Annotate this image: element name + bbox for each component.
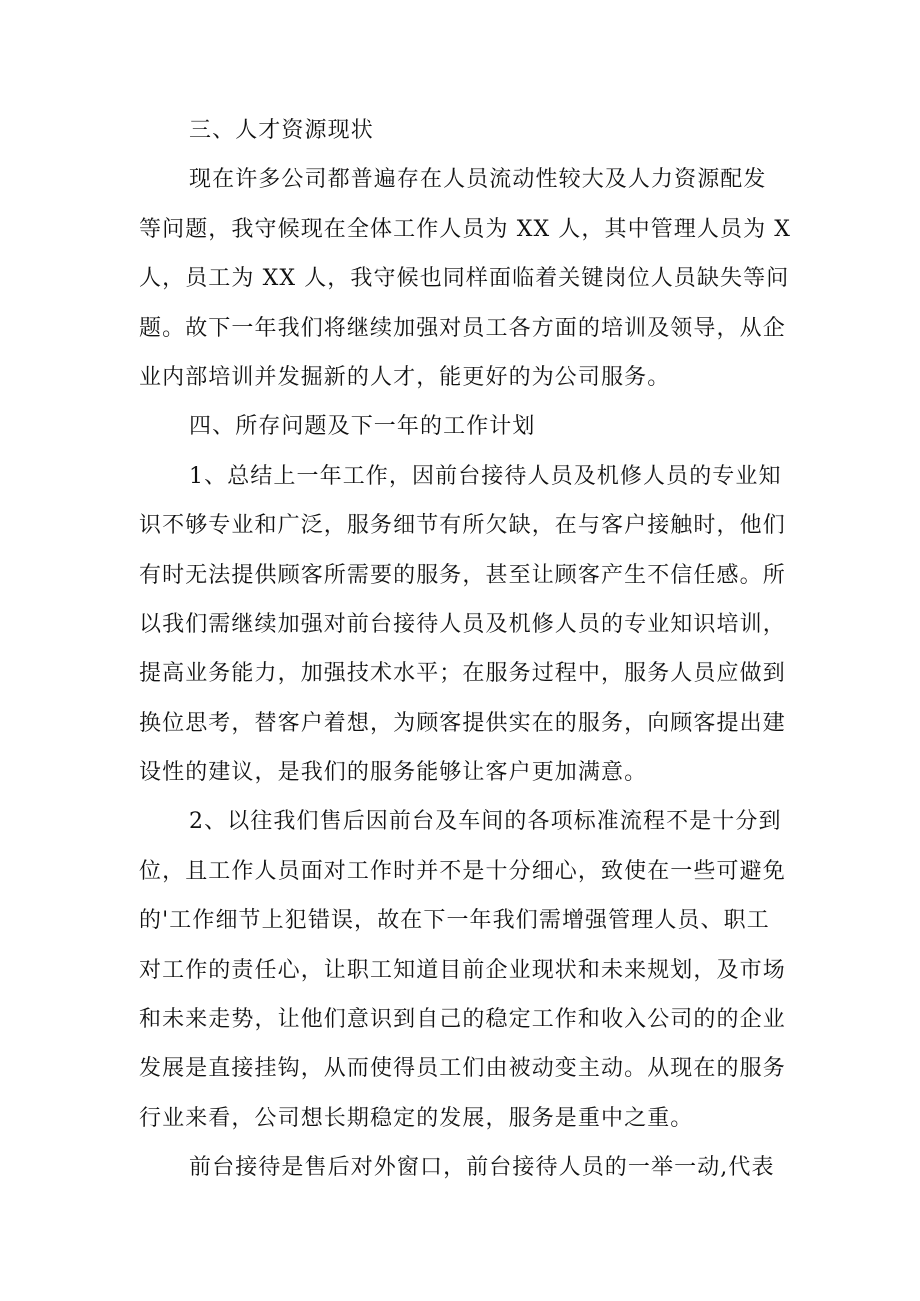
paragraph-line: 人，员工为 XX 人，我守候也同样面临着关键岗位人员缺失等问: [139, 266, 790, 292]
paragraph-line: 1、总结上一年工作，因前台接待人员及机修人员的专业知: [189, 463, 782, 489]
paragraph-line: 以我们需继续加强对前台接待人员及机修人员的专业知识培训，: [139, 611, 786, 637]
paragraph-line: 位，且工作人员面对工作时并不是十分细心，致使在一些可避免: [139, 858, 786, 884]
paragraph-line: 的'工作细节上犯错误，故在下一年我们需增强管理人员、职工: [139, 908, 770, 934]
paragraph-line: 提高业务能力，加强技术水平；在服务过程中，服务人员应做到: [139, 661, 786, 687]
paragraph-line: 设性的建议，是我们的服务能够让客户更加满意。: [139, 760, 648, 786]
paragraph-line: 和未来走势，让他们意识到自己的稳定工作和收入公司的的企业: [139, 1007, 786, 1033]
paragraph-line: 等问题，我守候现在全体工作人员为 XX 人，其中管理人员为 X: [139, 216, 792, 242]
paragraph-line: 发展是直接挂钩，从而使得员工们由被动变主动。从现在的服务: [139, 1056, 786, 1082]
paragraph-line: 现在许多公司都普遍存在人员流动性较大及人力资源配发: [189, 167, 767, 193]
paragraph-line: 有时无法提供顾客所需要的服务，甚至让顾客产生不信任感。所: [139, 562, 786, 588]
section-heading-talent-status: 三、人才资源现状: [189, 118, 374, 143]
section-heading-problems-and-plan: 四、所存问题及下一年的工作计划: [189, 414, 536, 440]
document-body: [139, 106, 799, 1193]
paragraph-line: 识不够专业和广泛，服务细节有所欠缺，在与客户接触时，他们: [139, 513, 786, 539]
paragraph-line: 前台接待是售后对外窗口，前台接待人员的一举一动,代表: [189, 1155, 775, 1181]
paragraph-line: 换位思考，替客户着想，为顾客提供实在的服务，向顾客提出建: [139, 710, 786, 736]
paragraph-line: 对工作的责任心，让职工知道目前企业现状和未来规划，及市场: [139, 957, 786, 983]
paragraph-line: 题。故下一年我们将继续加强对员工各方面的培训及领导，从企: [139, 315, 786, 341]
paragraph-line: 2、以往我们售后因前台及车间的各项标准流程不是十分到: [189, 809, 782, 835]
paragraph-line: 行业来看，公司想长期稳定的发展，服务是重中之重。: [139, 1105, 694, 1131]
paragraph-line: 业内部培训并发掘新的人才，能更好的为公司服务。: [139, 364, 671, 390]
